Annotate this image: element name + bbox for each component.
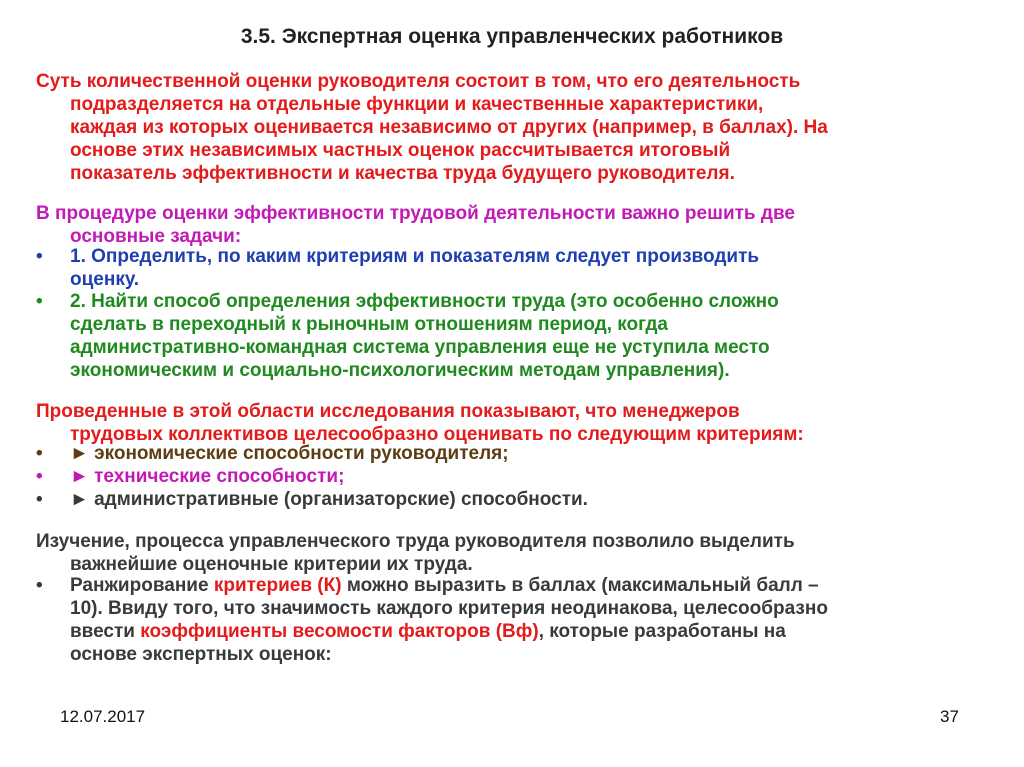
task-text: 1. Определить, по каким критериям и показателям следует производить	[70, 246, 760, 267]
text-line: В процедуре оценки эффективности трудовой деятельности важно решить две	[36, 203, 795, 224]
task-item-1	[36, 245, 986, 291]
criteria-item	[36, 442, 986, 465]
bullet-icon: •	[36, 443, 43, 464]
criteria-intro-paragraph	[36, 400, 986, 446]
task-item-2	[36, 290, 986, 382]
ranking-text: 10). Ввиду того, что значимость каждого критерия неодинакова, целесообразно	[70, 598, 828, 619]
ranking-text: основе экспертных оценок:	[70, 644, 332, 665]
bullet-icon: •	[36, 575, 43, 596]
task-text: сделать в переходный к рыночным отношениям период, когда	[70, 314, 668, 335]
criteria-text: ► технические способности;	[70, 466, 345, 487]
text-line: Проведенные в этой области исследования показывают, что менеджеров	[36, 401, 740, 422]
text-line: трудовых коллективов целесообразно оценивать по следующим критериям:	[70, 424, 804, 445]
study-paragraph	[36, 530, 986, 576]
page-number: 37	[940, 707, 959, 726]
criteria-list	[36, 442, 986, 511]
criteria-text: ► экономические способности руководителя;	[70, 443, 509, 464]
bullet-icon: •	[36, 246, 43, 267]
ranking-text: ввести	[70, 621, 141, 642]
text-line: каждая из которых оценивается независимо от других (например, в баллах). На	[70, 117, 828, 138]
ranking-item	[36, 574, 986, 666]
task-text: административно-командная система управления еще не уступила место	[70, 337, 770, 358]
tasks-intro-paragraph	[36, 202, 986, 248]
bullet-icon: •	[36, 489, 43, 510]
text-line: подразделяется на отдельные функции и качественные характеристики,	[70, 94, 764, 115]
bullet-icon: •	[36, 466, 43, 487]
criteria-highlight: критериев (К)	[213, 575, 342, 596]
text-line: Изучение, процесса управленческого труда руководителя позволило выделить	[36, 531, 795, 552]
bullet-icon: •	[36, 291, 43, 312]
criteria-item	[36, 465, 986, 488]
criteria-text: ► административные (организаторские) способности.	[70, 489, 588, 510]
text-line: Суть количественной оценки руководителя состоит в том, что его деятельность	[36, 71, 801, 92]
text-line: основе этих независимых частных оценок рассчитывается итоговый	[70, 140, 731, 161]
ranking-text: можно выразить в баллах (максимальный балл –	[341, 575, 819, 596]
ranking-text: , которые разработаны на	[538, 621, 786, 642]
task-text: оценку.	[70, 269, 140, 290]
task-text: экономическим и социально-психологическим методам управления).	[70, 360, 730, 381]
intro-paragraph	[36, 70, 986, 185]
footer-date: 12.07.2017	[60, 707, 146, 726]
slide-title: 3.5. Экспертная оценка управленческих работников	[240, 25, 784, 48]
criteria-item	[36, 488, 986, 511]
text-line: основные задачи:	[70, 226, 242, 247]
ranking-text: Ранжирование	[70, 575, 214, 596]
task-text: 2. Найти способ определения эффективности труда (это особенно сложно	[70, 291, 779, 312]
text-line: показатель эффективности и качества труда будущего руководителя.	[70, 163, 735, 184]
weight-coefficients-highlight: коэффициенты весомости факторов (Вф)	[140, 621, 539, 642]
text-line: важнейшие оценочные критерии их труда.	[70, 554, 473, 575]
